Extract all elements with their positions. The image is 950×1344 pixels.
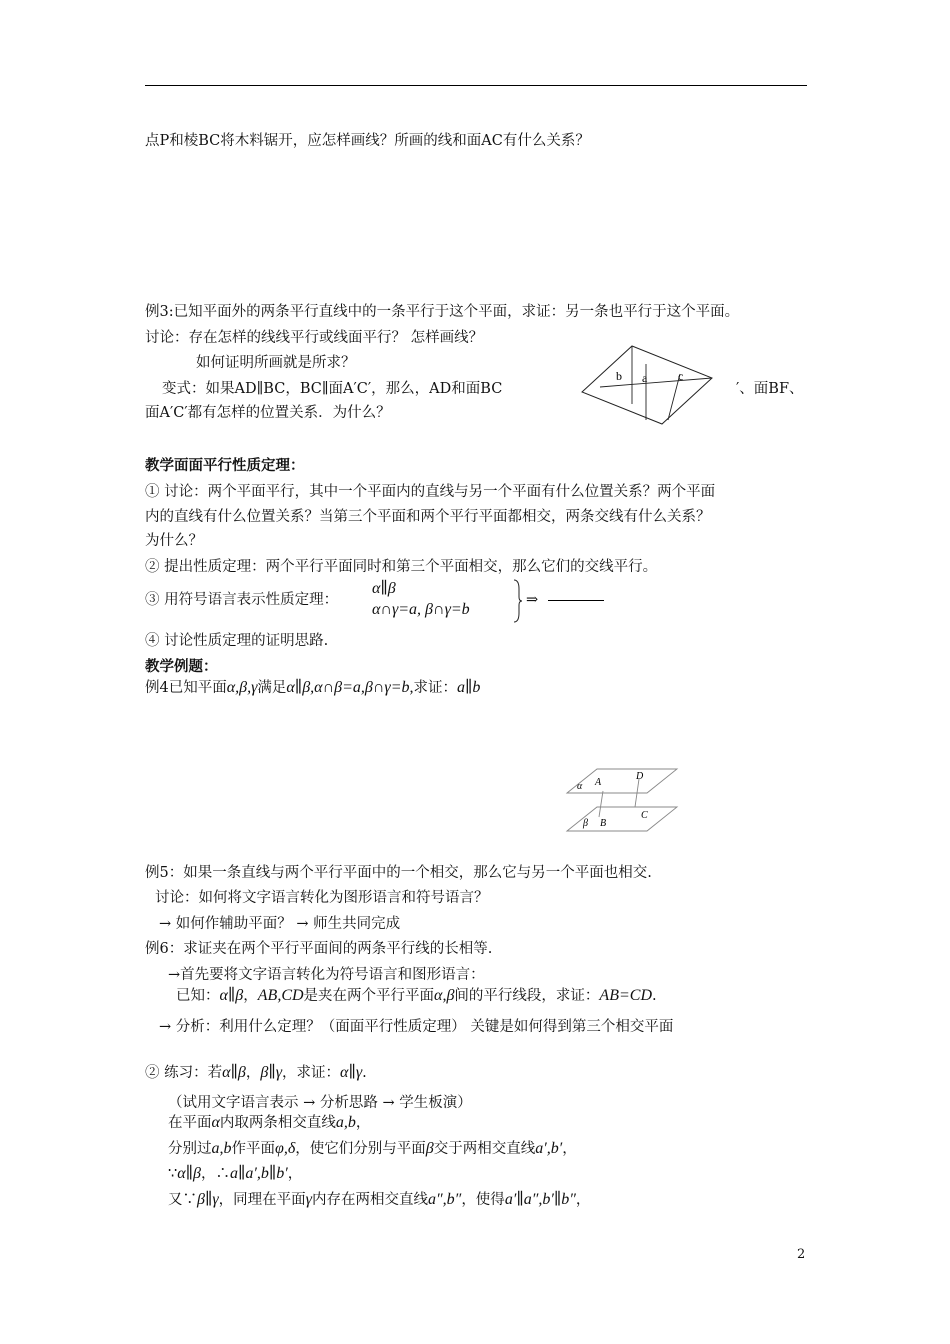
discussion-line: 讨论：如何将文字语言转化为图形语言和符号语言？ <box>155 890 489 906</box>
math: a′∥a″,b′∥b″ <box>504 1191 576 1208</box>
text: 内取两条相交直线 <box>219 1115 336 1131</box>
math: α∥β,α∩β=a,β∩γ=b, <box>286 679 414 696</box>
math: a∥b <box>457 679 481 696</box>
text: 分别过 <box>168 1141 212 1157</box>
math: γ <box>305 1191 312 1208</box>
label-c: c <box>678 369 684 383</box>
math: a′,b′ <box>535 1140 563 1157</box>
practice-line <box>168 1164 302 1184</box>
math: β∥γ <box>260 1064 283 1081</box>
answer-blank <box>548 600 604 601</box>
section-heading: 教学例题： <box>145 659 218 675</box>
text: 间的平行线段，求证： <box>454 988 600 1004</box>
segment-ab <box>599 791 603 817</box>
plane-alpha <box>567 769 677 793</box>
label-B: B <box>600 818 607 829</box>
text: ，使得 <box>461 1192 505 1208</box>
text: 满足 <box>257 680 287 696</box>
text: . <box>362 1065 367 1081</box>
practice-line <box>168 1113 370 1133</box>
math: α∥γ <box>340 1064 363 1081</box>
parallel-planes-figure <box>563 765 681 833</box>
text: ， <box>355 1115 371 1131</box>
discussion-line: 讨论：存在怎样的线线平行或线面平行？ 怎样画线？ <box>145 330 484 346</box>
practice-line: （试用文字语言表示 → 分析思路 → 学生板演） <box>168 1095 472 1111</box>
text: 内存在两相交直线 <box>311 1192 428 1208</box>
text: 已知： <box>176 988 220 1004</box>
label-C: C <box>641 810 648 821</box>
math: a∥a′,b∥b′ <box>230 1165 288 1182</box>
variant-line: 面A′C′都有怎样的位置关系．为什么？ <box>145 405 391 421</box>
text: 又∵ <box>168 1192 197 1208</box>
text: 例4已知平面 <box>145 680 227 696</box>
plane-outline <box>582 346 712 424</box>
label-A: A <box>595 777 602 788</box>
paragraph-line: ④ 讨论性质定理的证明思路. <box>145 633 329 649</box>
math: a″,b″ <box>427 1191 462 1208</box>
example-4 <box>145 678 480 698</box>
text: 求证： <box>413 680 458 696</box>
math: α <box>211 1114 220 1131</box>
math: α,β <box>434 987 455 1004</box>
text-line: 点P和棱BC将木料锯开，应怎样画线？所画的线和面AC有什么关系？ <box>145 133 590 149</box>
math: β∥γ <box>197 1191 219 1208</box>
practice-line <box>168 1190 590 1210</box>
formula-line: α∩γ=a, β∩γ=b <box>372 601 470 618</box>
text: 交于两相交直线 <box>433 1141 536 1157</box>
page-number: 2 <box>797 1247 806 1262</box>
practice-line <box>145 1063 367 1083</box>
text: . <box>652 988 657 1004</box>
math: α∥β <box>177 1165 201 1182</box>
header-rule <box>145 85 807 86</box>
text: ，求证： <box>282 1065 341 1081</box>
label-D: D <box>636 771 644 782</box>
brace <box>513 579 523 623</box>
text: ， <box>287 1166 303 1182</box>
label-alpha: α <box>577 781 583 792</box>
figure-mask <box>718 374 734 400</box>
step-line: → 如何作辅助平面？ → 师生共同完成 <box>159 916 401 932</box>
text: 在平面 <box>168 1115 212 1131</box>
label-beta: β <box>583 818 588 829</box>
math: a,b <box>335 1114 356 1131</box>
step-line: → 分析：利用什么定理？（面面平行性质定理） 关键是如何得到第三个相交平面 <box>159 1019 674 1035</box>
variant-line-tail: ′、面BF、 <box>736 381 804 397</box>
discussion-line: 如何证明所画就是所求？ <box>196 355 356 371</box>
text: 是夹在两个平行平面 <box>303 988 435 1004</box>
math: α,β,γ <box>226 679 258 696</box>
text: ∵ <box>168 1166 178 1182</box>
text: ，使它们分别与平面 <box>295 1141 426 1157</box>
label-b: b <box>616 369 622 383</box>
text: ，同理在平面 <box>218 1192 306 1208</box>
math: φ,δ <box>275 1140 296 1157</box>
example-3: 例3:已知平面外的两条平行直线中的一条平行于这个平面，求证：另一条也平行于这个平面。 <box>145 304 740 320</box>
math: α∥β <box>219 987 244 1004</box>
formula-line: α∥β <box>372 580 396 597</box>
text: 作平面 <box>231 1141 275 1157</box>
paragraph-line: ③ 用符号语言表示性质定理： <box>145 592 339 608</box>
text: ， <box>245 1065 261 1081</box>
text: ， <box>562 1141 577 1157</box>
label-a: a <box>642 371 648 385</box>
implies-symbol <box>526 590 604 610</box>
text: ，∴ <box>201 1166 230 1182</box>
implies-arrow: ⇒ <box>526 592 539 608</box>
given-line <box>176 986 657 1006</box>
math: AB,CD <box>257 987 304 1004</box>
section-heading: 教学面面平行性质定理： <box>145 458 305 474</box>
math: a,b <box>211 1140 232 1157</box>
example-5: 例5：如果一条直线与两个平行平面中的一个相交，那么它与另一个平面也相交. <box>145 865 652 881</box>
example-6: 例6：求证夹在两个平行平面间的两条平行线的长相等. <box>145 941 493 957</box>
paragraph-line: ① 讨论：两个平面平行，其中一个平面内的直线与另一个平面有什么位置关系？两个平面 <box>145 484 716 500</box>
paragraph-line: ② 提出性质定理：两个平行平面同时和第三个平面相交，那么它们的交线平行。 <box>145 559 658 575</box>
variant-line: 变式：如果AD∥BC，BC∥面A′C′，那么，AD和面BC <box>162 381 503 397</box>
practice-line <box>168 1139 577 1159</box>
math: β <box>425 1140 434 1157</box>
text: ② 练习：若 <box>145 1065 223 1081</box>
folded-planes-figure <box>580 344 730 429</box>
text: ， <box>575 1192 591 1208</box>
math: AB=CD <box>599 987 652 1004</box>
math: α∥β <box>222 1064 246 1081</box>
text: ， <box>243 988 258 1004</box>
paragraph-line: 内的直线有什么位置关系？当第三个平面和两个平行平面都相交，两条交线有什么关系？ <box>145 509 711 525</box>
step-line: →首先要将文字语言转化为符号语言和图形语言： <box>168 967 485 983</box>
paragraph-line: 为什么？ <box>145 533 203 549</box>
